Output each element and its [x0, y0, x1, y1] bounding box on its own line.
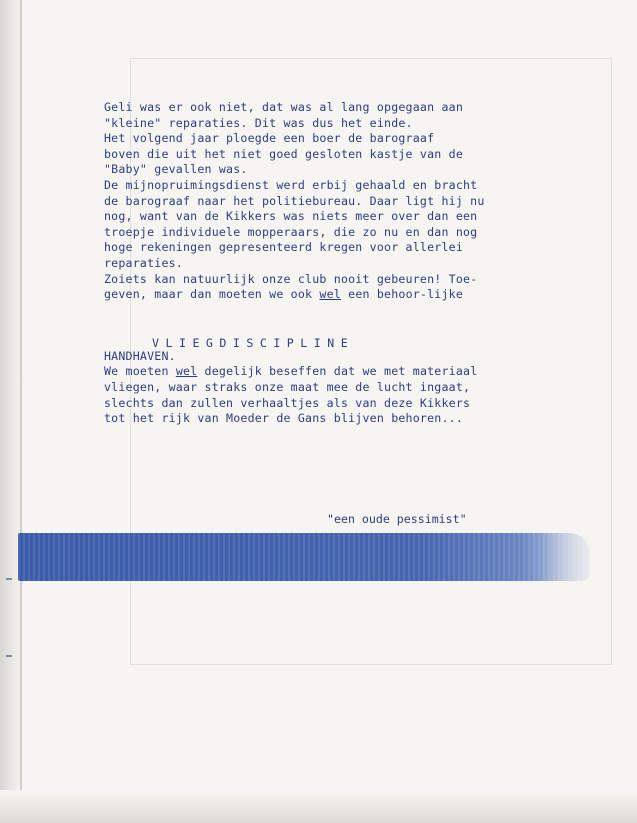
text-line: HANDHAVEN. [104, 348, 176, 363]
page-bottom-edge [0, 790, 637, 823]
text-line: "kleine" reparaties. Dit was dus het einde. [104, 115, 413, 130]
text-line: "Baby" gevallen was. [104, 162, 248, 177]
ink-smear-fade [540, 533, 600, 581]
text-line: geven, maar dan moeten we ook wel een behoor-lijke [104, 287, 464, 302]
binding-mark [6, 655, 12, 657]
text-line: Zoiets kan natuurlijk onze club nooit gebeuren! Toe- [104, 271, 478, 286]
binding-mark [6, 578, 12, 580]
text-line: hoge rekeningen gepresenteerd kregen voor allerlei [104, 240, 464, 255]
body-text [104, 100, 564, 427]
text-line: Geli was er ook niet, dat was al lang opgegaan aan [104, 100, 464, 114]
text-line: reparaties. [104, 255, 183, 270]
text-line: We moeten wel degelijk beseffen dat we met materiaal [104, 364, 478, 379]
section-heading: VLIEGDISCIPLINE [152, 336, 355, 350]
text-line: de barograaf naar het politiebureau. Daar ligt hij nu [104, 193, 485, 208]
signature: "een oude pessimist" [327, 512, 467, 526]
text-line: troepje individuele mopperaars, die zo nu en dan nog [104, 224, 478, 239]
text-line: slechts dan zullen verhaaltjes als van deze Kikkers [104, 395, 471, 410]
text-line: tot het rijk van Moeder de Gans blijven behoren... [104, 411, 464, 426]
text-line: boven die uit het niet goed gesloten kastje van de [104, 146, 464, 161]
ink-smear-band [18, 533, 590, 581]
text-line: vliegen, waar straks onze maat mee de lucht ingaat, [104, 379, 471, 394]
text-line: De mijnopruimingsdienst werd erbij gehaald en bracht [104, 177, 478, 192]
underlined-word: wel [175, 364, 198, 379]
fold-line [20, 0, 22, 823]
text-line: nog, want van de Kikkers was niets meer over dan een [104, 209, 478, 224]
underlined-word: wel [319, 287, 341, 302]
text-line: Het volgend jaar ploegde een boer de barograaf [104, 131, 435, 146]
